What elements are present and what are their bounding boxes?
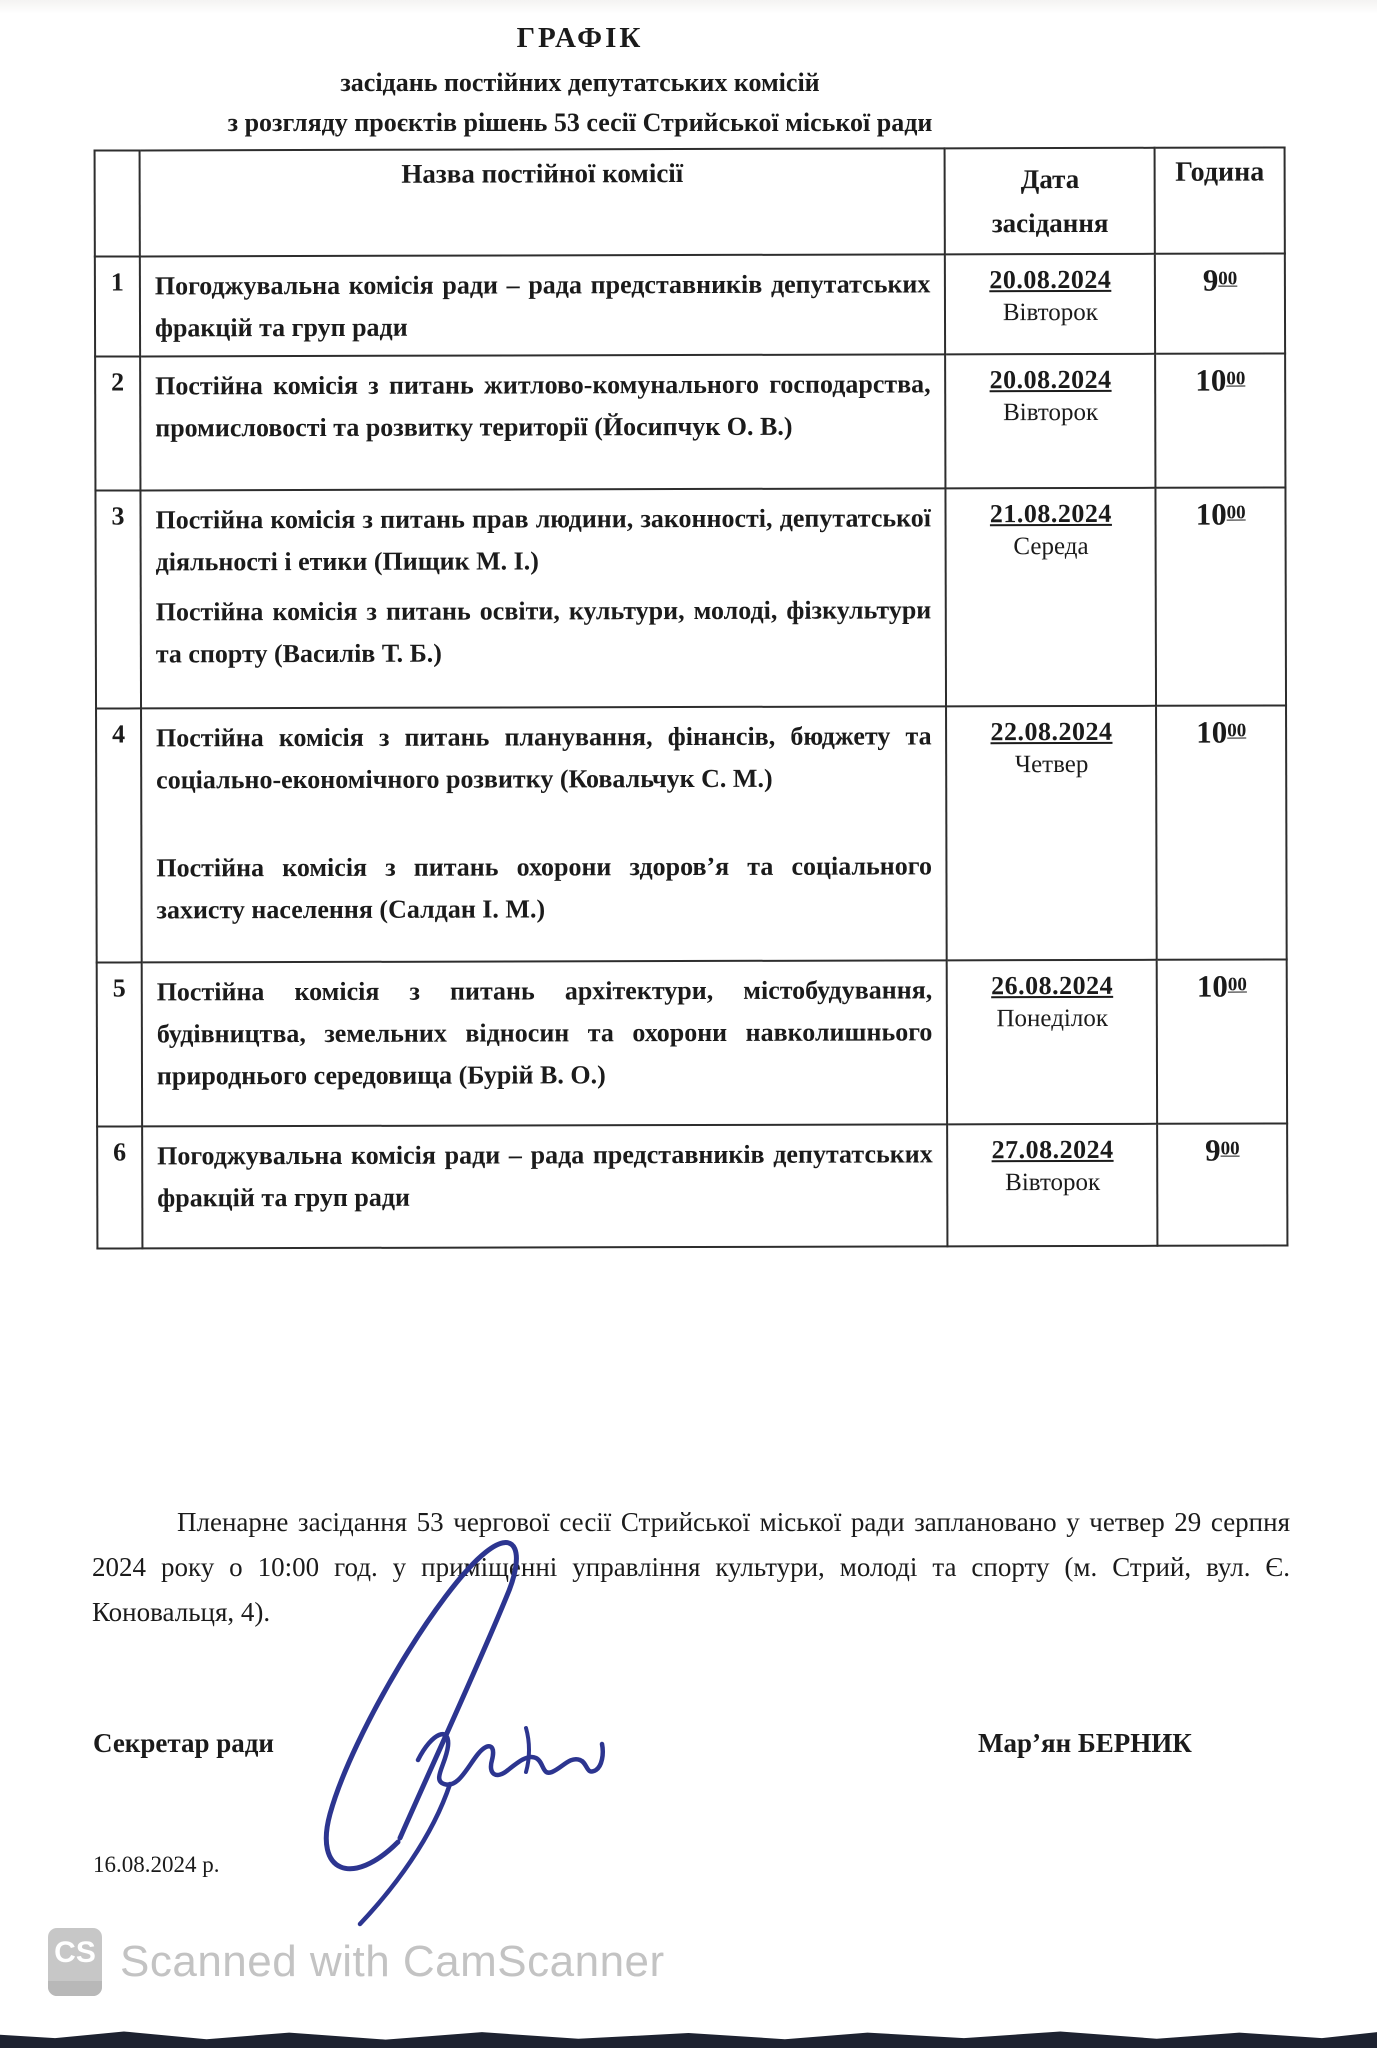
- meeting-hour-cell: [1157, 959, 1287, 1123]
- meeting-day: Понеділок: [996, 1004, 1109, 1033]
- meeting-day: Вівторок: [1002, 298, 1098, 327]
- hour-superscript: 00: [1226, 368, 1246, 390]
- commission-name: Постійна комісія з питань планування, фінансів, бюджету та соціально-економічного розвитку (Ковальчук С. М.): [155, 721, 932, 795]
- commission-name-cell: [140, 254, 946, 356]
- camscanner-watermark: [48, 1928, 665, 1996]
- row-number: 6: [97, 1126, 142, 1248]
- table-row: [97, 959, 1287, 1126]
- meeting-date-cell: [946, 488, 1156, 707]
- hour-value: 10: [1195, 362, 1227, 398]
- hour-value: 9: [1205, 1132, 1221, 1168]
- document-title: ГРАФІК: [516, 22, 644, 54]
- commission-name-cell: [140, 488, 946, 708]
- meeting-date-cell: [947, 960, 1157, 1125]
- header-date-line2: засідання: [991, 207, 1109, 239]
- row-number: 1: [95, 256, 140, 356]
- header-date-line1: Дата: [1020, 163, 1080, 195]
- hour-value: 9: [1202, 262, 1219, 298]
- camscanner-icon-label: CS: [54, 1936, 96, 1969]
- table-row: [95, 353, 1285, 490]
- meeting-hour-cell: [1156, 705, 1286, 959]
- commission-name: Постійна комісія з питань прав людини, законності, депутатської діяльності і етики (Пищик М. І.): [155, 503, 932, 577]
- handwritten-signature: [290, 1532, 620, 1932]
- row-number: 3: [95, 490, 140, 708]
- commission-name: Постійна комісія з питань архітектури, містобудування, будівництва, земельних відносин та охорони навколишнього природнього середовища (Бурій В. О.): [156, 975, 933, 1091]
- meeting-date: 20.08.2024: [989, 364, 1112, 395]
- hour-superscript: 00: [1227, 974, 1247, 996]
- meeting-day: Четвер: [1014, 750, 1089, 779]
- meeting-date-cell: [946, 354, 1156, 489]
- commission-name: Погоджувальна комісія ради – рада представників депутатських фракцій та груп ради: [154, 269, 931, 343]
- hour-superscript: 00: [1226, 502, 1246, 524]
- schedule-table: [94, 146, 1289, 1249]
- commission-name: Постійна комісія з питань освіти, культури, молоді, фізкультури та спорту (Василів Т. Б.): [155, 595, 932, 669]
- commission-name: Постійна комісія з питань житлово-комунального господарства, промисловості та розвитку території (Йосипчук О. В.): [155, 369, 931, 443]
- meeting-hour-cell: [1155, 353, 1285, 487]
- document-title-block: [60, 22, 1100, 143]
- row-number: 4: [96, 708, 142, 962]
- table-row: [96, 705, 1287, 962]
- meeting-day: Вівторок: [1005, 1168, 1101, 1197]
- header-commission-name: Назва постійної комісії: [139, 148, 945, 256]
- meeting-hour-cell: [1155, 253, 1285, 353]
- row-number: 2: [95, 356, 140, 490]
- header-row: [95, 147, 1285, 256]
- header-hour: Година: [1155, 147, 1285, 253]
- hour-value: 10: [1196, 714, 1228, 750]
- hour-value: 10: [1196, 968, 1228, 1004]
- header-number: [95, 150, 140, 256]
- schedule-table-body: [95, 253, 1288, 1248]
- table-row: [95, 253, 1285, 356]
- document-date: 16.08.2024 р.: [93, 1852, 220, 1877]
- meeting-day: Вівторок: [1003, 398, 1099, 427]
- hour-superscript: 00: [1218, 268, 1238, 290]
- meeting-date: 21.08.2024: [989, 498, 1112, 529]
- commission-name-cell: [142, 960, 948, 1126]
- meeting-hour-cell: [1156, 487, 1286, 705]
- signature-role-label: Секретар ради: [93, 1728, 274, 1758]
- camscanner-icon: [48, 1928, 102, 1996]
- scan-edge-bar: [0, 2026, 1377, 2048]
- plenary-session-note: Пленарне засідання 53 чергової сесії Стрийської міської ради заплановано у четвер 29 серпня 2024 року о 10:00 год. у приміщенні управління культури, молоді та спорту (м. Стрий, вул. Є. Коновальця, 4).: [92, 1507, 1290, 1627]
- meeting-date-cell: [948, 1124, 1158, 1247]
- commission-name-cell: [140, 354, 946, 490]
- schedule-table-header: [95, 147, 1285, 256]
- commission-name-cell: [142, 1124, 948, 1248]
- table-row: [95, 487, 1286, 708]
- meeting-date: 27.08.2024: [991, 1134, 1114, 1165]
- camscanner-text: Scanned with CamScanner: [120, 1937, 665, 1986]
- meeting-date-cell: [947, 706, 1157, 961]
- document-subtitle-line2: з розгляду проєктів рішень 53 сесії Стрийської міської ради: [227, 108, 933, 137]
- meeting-hour-cell: [1157, 1123, 1287, 1245]
- document-subtitle-line1: засідань постійних депутатських комісій: [340, 68, 820, 97]
- meeting-day: Середа: [1013, 532, 1089, 561]
- commission-name-cell: [141, 706, 947, 962]
- hour-superscript: 00: [1220, 1138, 1240, 1160]
- signature-name: Мар’ян БЕРНИК: [978, 1728, 1192, 1758]
- meeting-date-cell: [945, 254, 1155, 355]
- meeting-date: 22.08.2024: [990, 716, 1113, 747]
- table-row: [97, 1123, 1287, 1248]
- header-meeting-date: [945, 148, 1155, 255]
- row-number: 5: [97, 962, 142, 1126]
- commission-name: Постійна комісія з питань охорони здоров’я та соціального захисту населення (Салдан І. М.): [156, 851, 932, 925]
- hour-superscript: 00: [1227, 720, 1247, 742]
- meeting-date: 26.08.2024: [991, 970, 1114, 1001]
- meeting-date: 20.08.2024: [989, 264, 1112, 295]
- hour-value: 10: [1195, 496, 1227, 532]
- commission-name: Погоджувальна комісія ради – рада представників депутатських фракцій та груп ради: [157, 1139, 933, 1213]
